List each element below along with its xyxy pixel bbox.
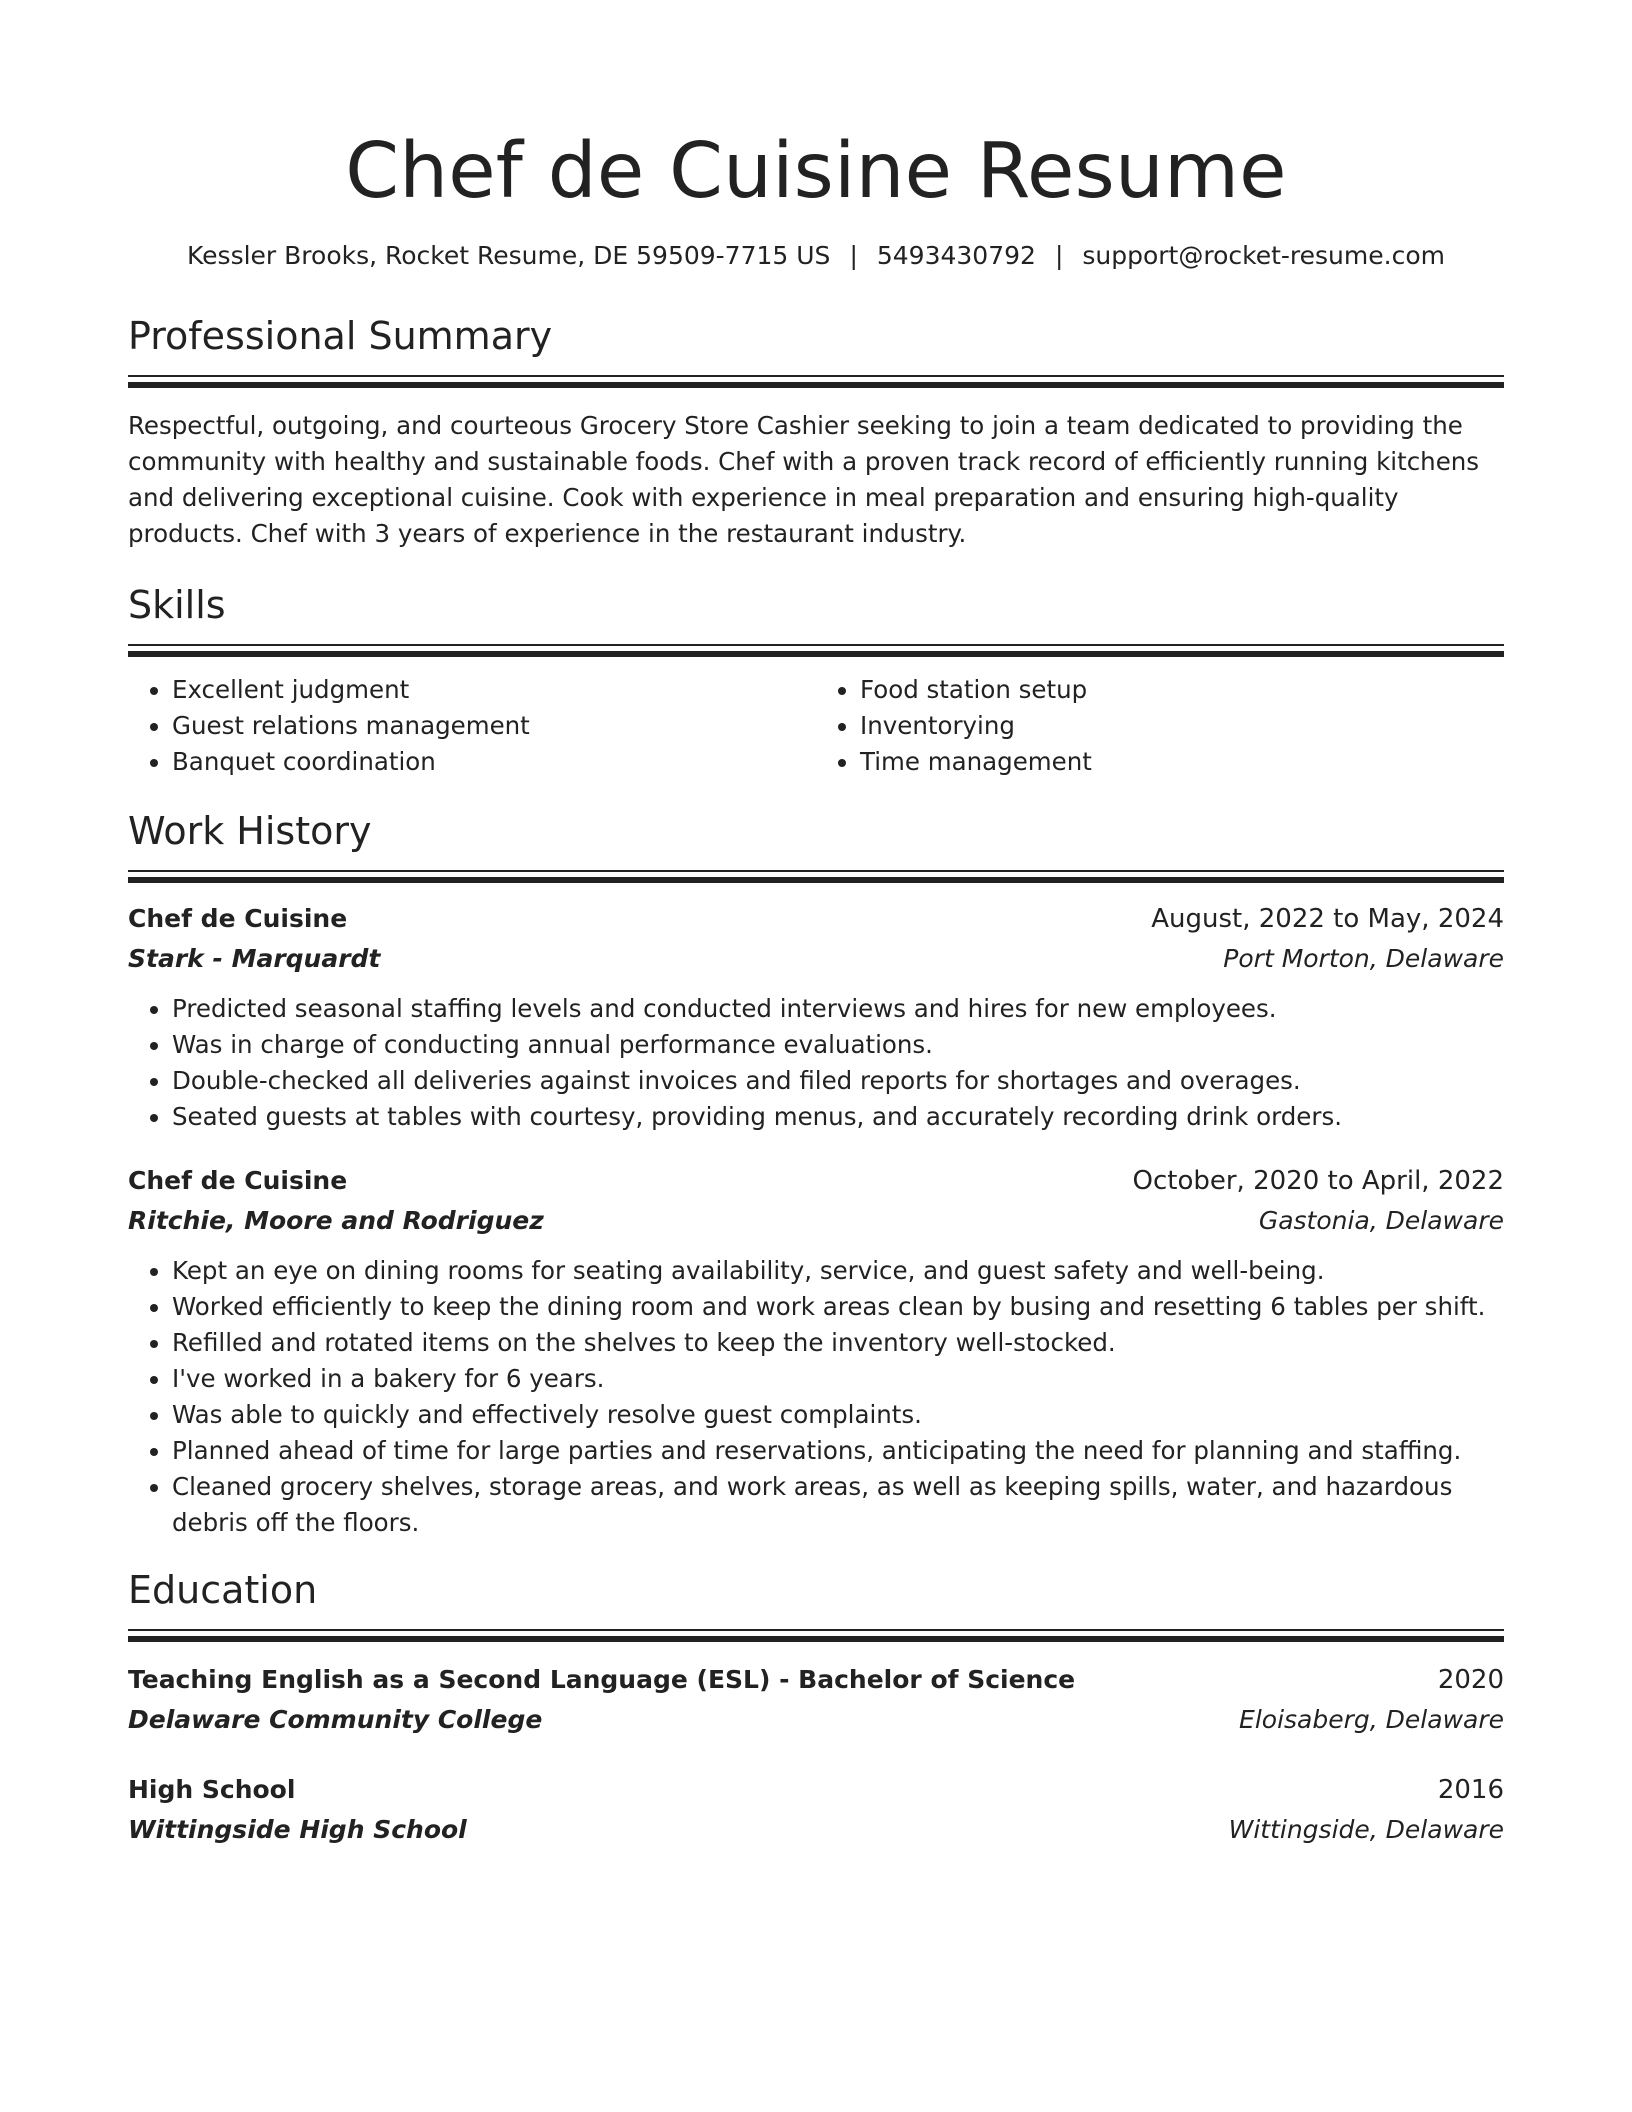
education-header-row	[128, 1660, 1504, 1700]
section-divider	[128, 1629, 1504, 1631]
education-entry	[128, 1770, 1504, 1850]
job-bullets	[128, 991, 1504, 1135]
job-dates: August, 2022 to May, 2024	[1151, 904, 1504, 934]
summary-text: Respectful, outgoing, and courteous Grocery Store Cashier seeking to join a team dedicated to providing the community with healthy and sustainable foods. Chef with a proven track record of efficiently running kitchens and delivering exceptional cuisine. Cook with experience in meal preparation and ensuring high-quality products. Chef with 3 years of experience in the restaurant industry.	[128, 411, 1480, 548]
job-company-row	[128, 1201, 1504, 1241]
skills-section	[128, 580, 1504, 780]
section-divider	[128, 1636, 1504, 1642]
job-bullet: • Double-checked all deliveries against invoices and filed reports for shortages and overages.	[172, 1063, 1504, 1099]
job-location: Gastonia, Delaware	[1258, 1206, 1504, 1235]
summary-section	[128, 311, 1504, 552]
section-divider	[128, 382, 1504, 388]
contact-separator: |	[1054, 241, 1064, 270]
job-bullet: • Predicted seasonal staffing levels and conducted interviews and hires for new employees.	[172, 991, 1504, 1027]
contact-separator: |	[849, 241, 858, 270]
job-title: Chef de Cuisine	[128, 904, 348, 933]
job-bullet: • Worked efficiently to keep the dining room and work areas clean by busing and resetting 6 tables per shift.	[172, 1289, 1504, 1325]
job-bullet: • Seated guests at tables with courtesy, providing menus, and accurately recording drink orders.	[172, 1099, 1504, 1135]
work-history-heading: Work History	[128, 809, 372, 853]
job-header-row	[128, 899, 1504, 939]
job-company-row	[128, 939, 1504, 979]
skill-item: • Banquet coordination	[172, 744, 816, 780]
skills-grid	[128, 672, 1504, 780]
job-bullet: • Was able to quickly and effectively resolve guest complaints.	[172, 1397, 1504, 1433]
contact-email: support@rocket-resume.com	[1082, 241, 1445, 270]
education-year: 2016	[1437, 1775, 1504, 1805]
section-divider	[128, 651, 1504, 657]
education-year: 2020	[1437, 1665, 1504, 1695]
education-school-row	[128, 1700, 1504, 1740]
resume-document	[128, 118, 1504, 1850]
education-location: Wittingside, Delaware	[1228, 1815, 1504, 1844]
skills-heading: Skills	[128, 583, 226, 627]
job-company: Ritchie, Moore and Rodriguez	[128, 1206, 544, 1235]
contact-phone: 5493430792	[876, 241, 1036, 270]
education-school: Delaware Community College	[128, 1705, 543, 1734]
education-school: Wittingside High School	[128, 1815, 467, 1844]
job-bullets	[128, 1253, 1504, 1541]
skill-item: • Excellent judgment	[172, 672, 816, 708]
job-bullet: • Kept an eye on dining rooms for seating availability, service, and guest safety and well-being.	[172, 1253, 1504, 1289]
job-header-row	[128, 1161, 1504, 1201]
job-location: Port Morton, Delaware	[1223, 944, 1504, 973]
skills-column-right	[816, 672, 1504, 780]
education-section	[128, 1565, 1504, 1850]
education-school-row	[128, 1810, 1504, 1850]
job-entry	[128, 899, 1504, 1135]
section-divider	[128, 375, 1504, 377]
resume-title: Chef de Cuisine Resume	[345, 127, 1287, 216]
skill-item: • Guest relations management	[172, 708, 816, 744]
skill-item: • Food station setup	[860, 672, 1504, 708]
contact-line	[128, 239, 1504, 273]
section-divider	[128, 877, 1504, 883]
section-divider	[128, 870, 1504, 872]
skill-item: • Inventorying	[860, 708, 1504, 744]
education-degree: Teaching English as a Second Language (ESL) - Bachelor of Science	[128, 1665, 1076, 1694]
education-entry	[128, 1660, 1504, 1740]
skills-column-left	[128, 672, 816, 780]
job-title: Chef de Cuisine	[128, 1166, 348, 1195]
education-heading: Education	[128, 1568, 318, 1612]
job-company: Stark - Marquardt	[128, 944, 381, 973]
education-header-row	[128, 1770, 1504, 1810]
education-location: Eloisaberg, Delaware	[1239, 1705, 1504, 1734]
job-bullet: • I've worked in a bakery for 6 years.	[172, 1361, 1504, 1397]
job-bullet: • Refilled and rotated items on the shelves to keep the inventory well-stocked.	[172, 1325, 1504, 1361]
job-dates: October, 2020 to April, 2022	[1132, 1166, 1504, 1196]
contact-address: Kessler Brooks, Rocket Resume, DE 59509-7715 US	[187, 241, 831, 270]
education-degree: High School	[128, 1775, 296, 1804]
job-bullet: • Planned ahead of time for large parties and reservations, anticipating the need for planning and staffing.	[172, 1433, 1504, 1469]
job-entry	[128, 1161, 1504, 1541]
skill-item: • Time management	[860, 744, 1504, 780]
work-history-section	[128, 806, 1504, 1541]
summary-heading: Professional Summary	[128, 314, 553, 358]
section-divider	[128, 644, 1504, 646]
job-bullet: • Was in charge of conducting annual performance evaluations.	[172, 1027, 1504, 1063]
job-bullet: • Cleaned grocery shelves, storage areas, and work areas, as well as keeping spills, water, and hazardous debris off the floors.	[172, 1469, 1504, 1541]
